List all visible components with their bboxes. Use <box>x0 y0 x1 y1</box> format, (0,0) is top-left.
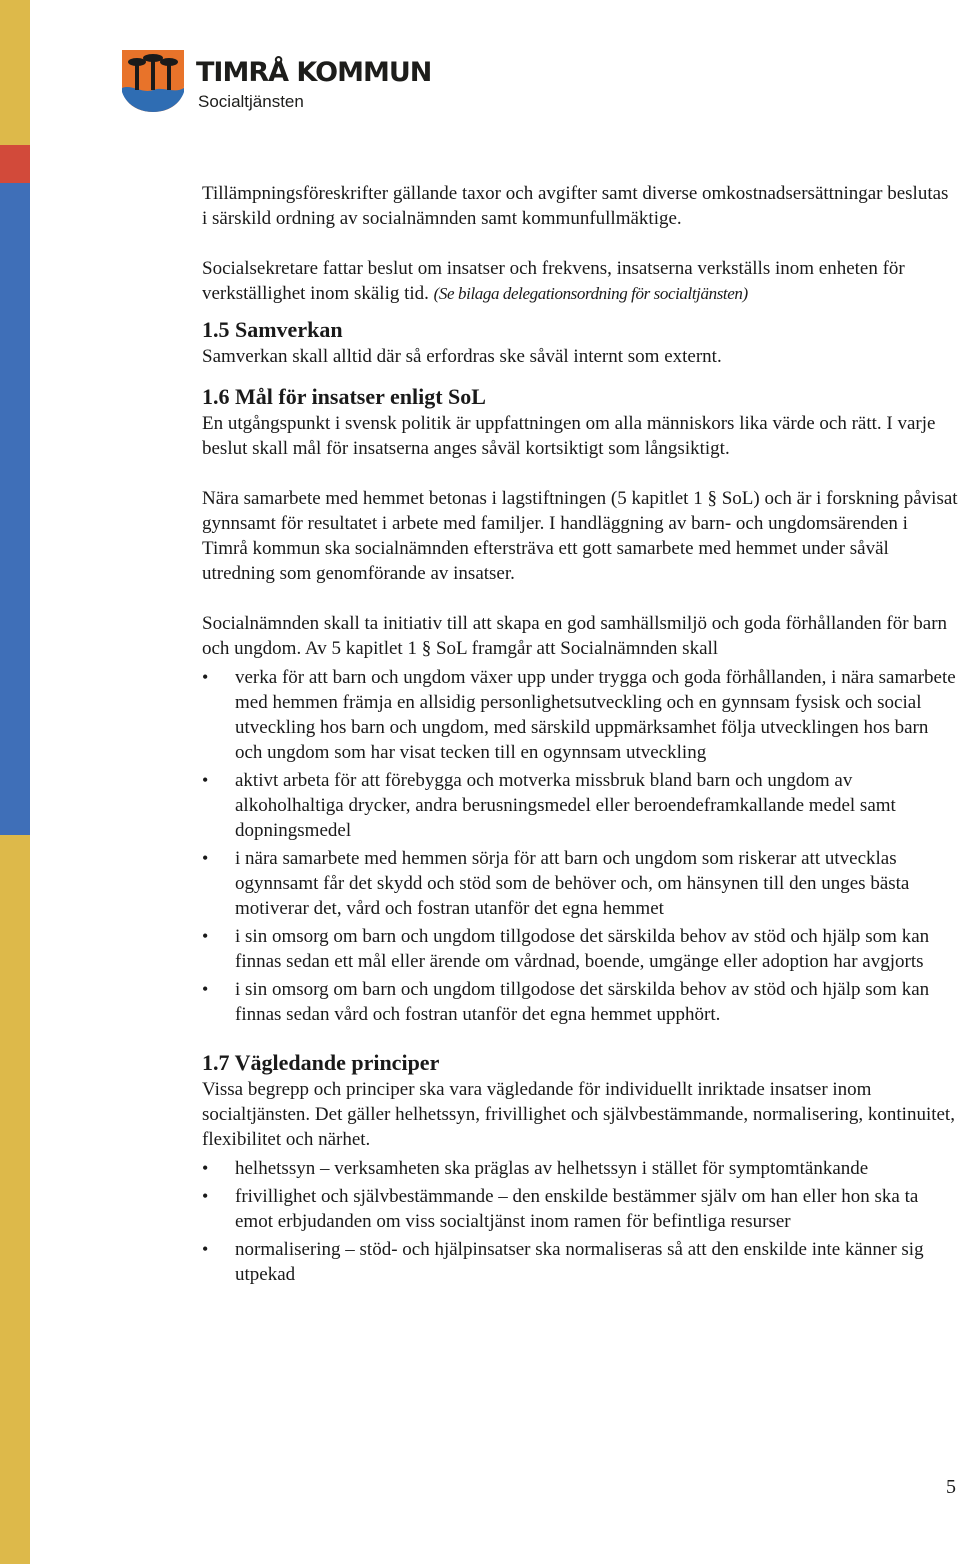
left-stripe-red <box>0 145 30 183</box>
paragraph-utgangspunkt: En utgångspunkt i svensk politik är uppfattningen om alla människors lika värde och rätt. I varje beslut skall mål för insatserna anges såväl kortsiktigt som långsiktigt. <box>202 413 936 459</box>
paragraph-socialsekretare <box>202 256 958 306</box>
bullet-icon: • <box>202 1239 209 1259</box>
bullet-icon: • <box>202 1158 209 1178</box>
list-item: • i nära samarbete med hemmen sörja för att barn och ungdom som riskerar att utvecklas ogynnsamt får det skydd och stöd som de behöver och, om hänsynen till den unges bästa motiverar det, vård och fostran utanför det egna hemmet <box>202 848 910 919</box>
list-socialnamnden-tasks <box>202 665 958 1027</box>
paragraph-socialsekretare-text: Socialsekretare fattar beslut om insatser och frekvens, insatserna verkställs inom enheten för verkställighet inom skälig tid. <box>202 258 905 304</box>
paragraph-vagledande: Vissa begrepp och principer ska vara vägledande för individuellt inriktade insatser inom socialtjänsten. Det gäller helhetssyn, frivillighet och självbestämmande, normalisering, kontinuitet, flexibilitet och närhet. <box>202 1079 955 1150</box>
list-item: • frivillighet och självbestämmande – den enskilde bestämmer själv om han eller hon ska ta emot erbjudanden om viss socialtjänst inom ramen för befintliga resurser <box>202 1186 919 1232</box>
bullet-icon: • <box>202 979 209 999</box>
list-principles <box>202 1156 958 1287</box>
list-item: • i sin omsorg om barn och ungdom tillgodose det särskilda behov av stöd och hjälp som kan finnas sedan ett mål eller ärende om vårdnad, boende, umgänge eller adoption har avgjorts <box>202 926 930 972</box>
list-item: • normalisering – stöd- och hjälpinsatser ska normaliseras så att den enskilde inte känner sig utpekad <box>202 1239 924 1285</box>
left-stripe-blue <box>0 183 30 835</box>
brand-name: TIMRÅ KOMMUN <box>196 57 432 88</box>
municipality-logo <box>118 48 188 114</box>
bullet-icon: • <box>202 926 209 946</box>
bullet-icon: • <box>202 848 209 868</box>
heading-1-7: 1.7 Vägledande principer <box>202 1050 440 1075</box>
bullet-icon: • <box>202 1186 209 1206</box>
department-name: Socialtjänsten <box>198 92 304 111</box>
bullet-icon: • <box>202 667 209 687</box>
heading-1-5: 1.5 Samverkan <box>202 317 343 342</box>
page-number: 5 <box>946 1476 956 1498</box>
paragraph-tillampningsforeskrifter: Tillämpningsföreskrifter gällande taxor och avgifter samt diverse omkostnadsersättningar beslutas i särskild ordning av socialnämnden samt kommunfullmäktige. <box>202 183 949 229</box>
paragraph-socialnamnden: Socialnämnden skall ta initiativ till att skapa en god samhällsmiljö och goda förhållanden för barn och ungdom. Av 5 kapitlet 1 § SoL framgår att Socialnämnden skall <box>202 613 948 659</box>
left-stripe-yellow-bottom <box>0 835 30 1564</box>
list-item: • i sin omsorg om barn och ungdom tillgodose det särskilda behov av stöd och hjälp som kan finnas sedan vård och fostran utanför det egna hemmet upphört. <box>202 979 930 1025</box>
delegation-reference: (Se bilaga delegationsordning för socialtjänsten) <box>433 284 748 303</box>
list-item: • verka för att barn och ungdom växer upp under trygga och goda förhållanden, i nära samarbete med hemmen främja en allsidig personlighetsutveckling och en gynnsam fysisk och social utveckling hos barn och ungdom, med särskild uppmärksamhet följa utvecklingen hos barn och ungdom som har visat tecken till en ogynnsam utveckling <box>202 667 956 763</box>
list-item: • helhetssyn – verksamheten ska präglas av helhetssyn i stället för symptomtänkande <box>202 1158 869 1179</box>
document-body <box>202 181 958 1290</box>
left-stripe-yellow-top <box>0 0 30 145</box>
heading-1-6: 1.6 Mål för insatser enligt SoL <box>202 384 486 409</box>
paragraph-nara-samarbete: Nära samarbete med hemmet betonas i lagstiftningen (5 kapitlet 1 § SoL) och är i forskning påvisat gynnsamt för resultatet i arbete med familjer. I handläggning av barn- och ungdomsärenden i Timrå kommun ska socialnämnden eftersträva ett gott samarbete med hemmet under såväl utredning som genomförande av insatser. <box>202 488 958 584</box>
paragraph-samverkan: Samverkan skall alltid där så erfordras ske såväl internt som externt. <box>202 346 722 367</box>
bullet-icon: • <box>202 770 209 790</box>
list-item: • aktivt arbeta för att förebygga och motverka missbruk bland barn och ungdom av alkoholhaltiga drycker, andra berusningsmedel eller beroendeframkallande medel samt dopningsmedel <box>202 770 896 841</box>
